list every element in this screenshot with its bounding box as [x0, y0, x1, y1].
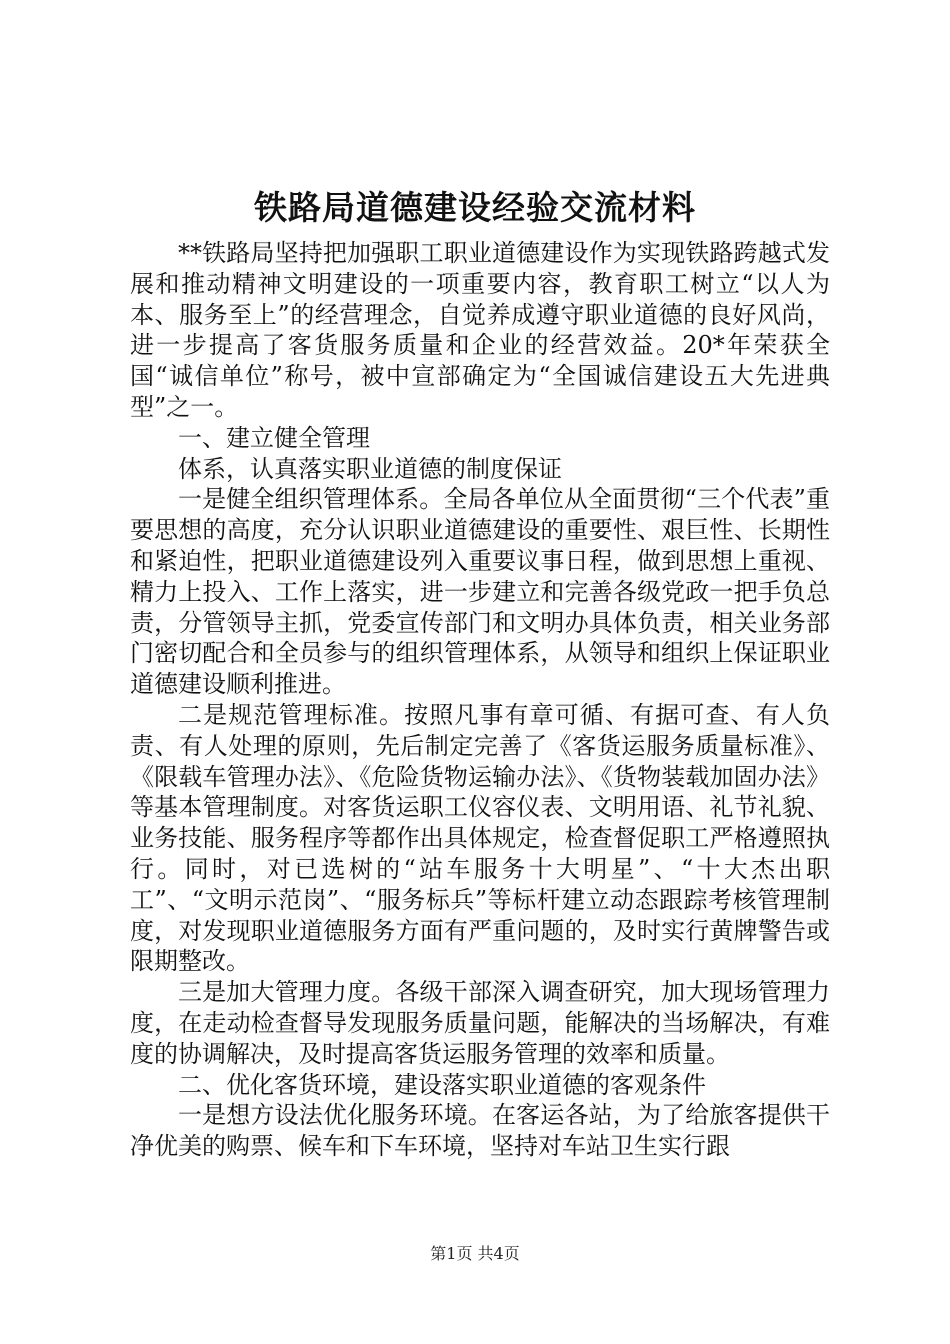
document-body — [130, 238, 830, 1162]
paragraph-management-intensity: 三是加大管理力度。各级干部深入调查研究，加大现场管理力度，在走动检查督导发现服务质量问题，能解决的当场解决，有难度的协调解决，及时提高客货运服务管理的效率和质量。 — [130, 978, 830, 1068]
paragraph-intro: **铁路局坚持把加强职工职业道德建设作为实现铁路跨越式发展和推动精神文明建设的一项重要内容，教育职工树立“以人为本、服务至上”的经营理念，自觉养成遵守职业道德的良好风尚，进一步提高了客货服务质量和企业的经营效益。20*年荣获全国“诚信单位”称号，被中宣部确定为“全国诚信建设五大先进典型”之一。 — [130, 239, 830, 421]
paragraph-management-standards: 二是规范管理标准。按照凡事有章可循、有据可查、有人负责、有人处理的原则，先后制定完善了《客货运服务质量标准》、《限载车管理办法》、《危险货物运输办法》、《货物装载加固办法》等基本管理制度。对客货运职工仪容仪表、文明用语、礼节礼貌、业务技能、服务程序等都作出具体规定，检查督促职工严格遵照执行。同时，对已选树的“站车服务十大明星”、“十大杰出职工”、“文明示范岗”、“服务标兵”等标杆建立动态跟踪考核管理制度，对发现职业道德服务方面有严重问题的，及时实行黄牌警告或限期整改。 — [130, 700, 830, 976]
page-footer: 第1页 共4页 — [430, 1244, 520, 1263]
section-heading-2: 二、优化客货环境，建设落实职业道德的客观条件 — [178, 1070, 706, 1099]
document-title: 铁路局道德建设经验交流材料 — [254, 188, 696, 227]
section-heading-1-continued: 体系，认真落实职业道德的制度保证 — [178, 454, 562, 483]
paragraph-service-environment: 一是想方设法优化服务环境。在客运各站，为了给旅客提供干净优美的购票、候车和下车环境，坚持对车站卫生实行跟 — [130, 1101, 830, 1161]
paragraph-organization-system: 一是健全组织管理体系。全局各单位从全面贯彻“三个代表”重要思想的高度，充分认识职业道德建设的重要性、艰巨性、长期性和紧迫性，把职业道德建设列入重要议事日程，做到思想上重视、精力上投入、工作上落实，进一步建立和完善各级党政一把手负总责，分管领导主抓，党委宣传部门和文明办具体负责，相关业务部门密切配合和全员参与的组织管理体系，从领导和组织上保证职业道德建设顺利推进。 — [130, 485, 830, 699]
section-heading-1: 一、建立健全管理 — [178, 423, 370, 452]
